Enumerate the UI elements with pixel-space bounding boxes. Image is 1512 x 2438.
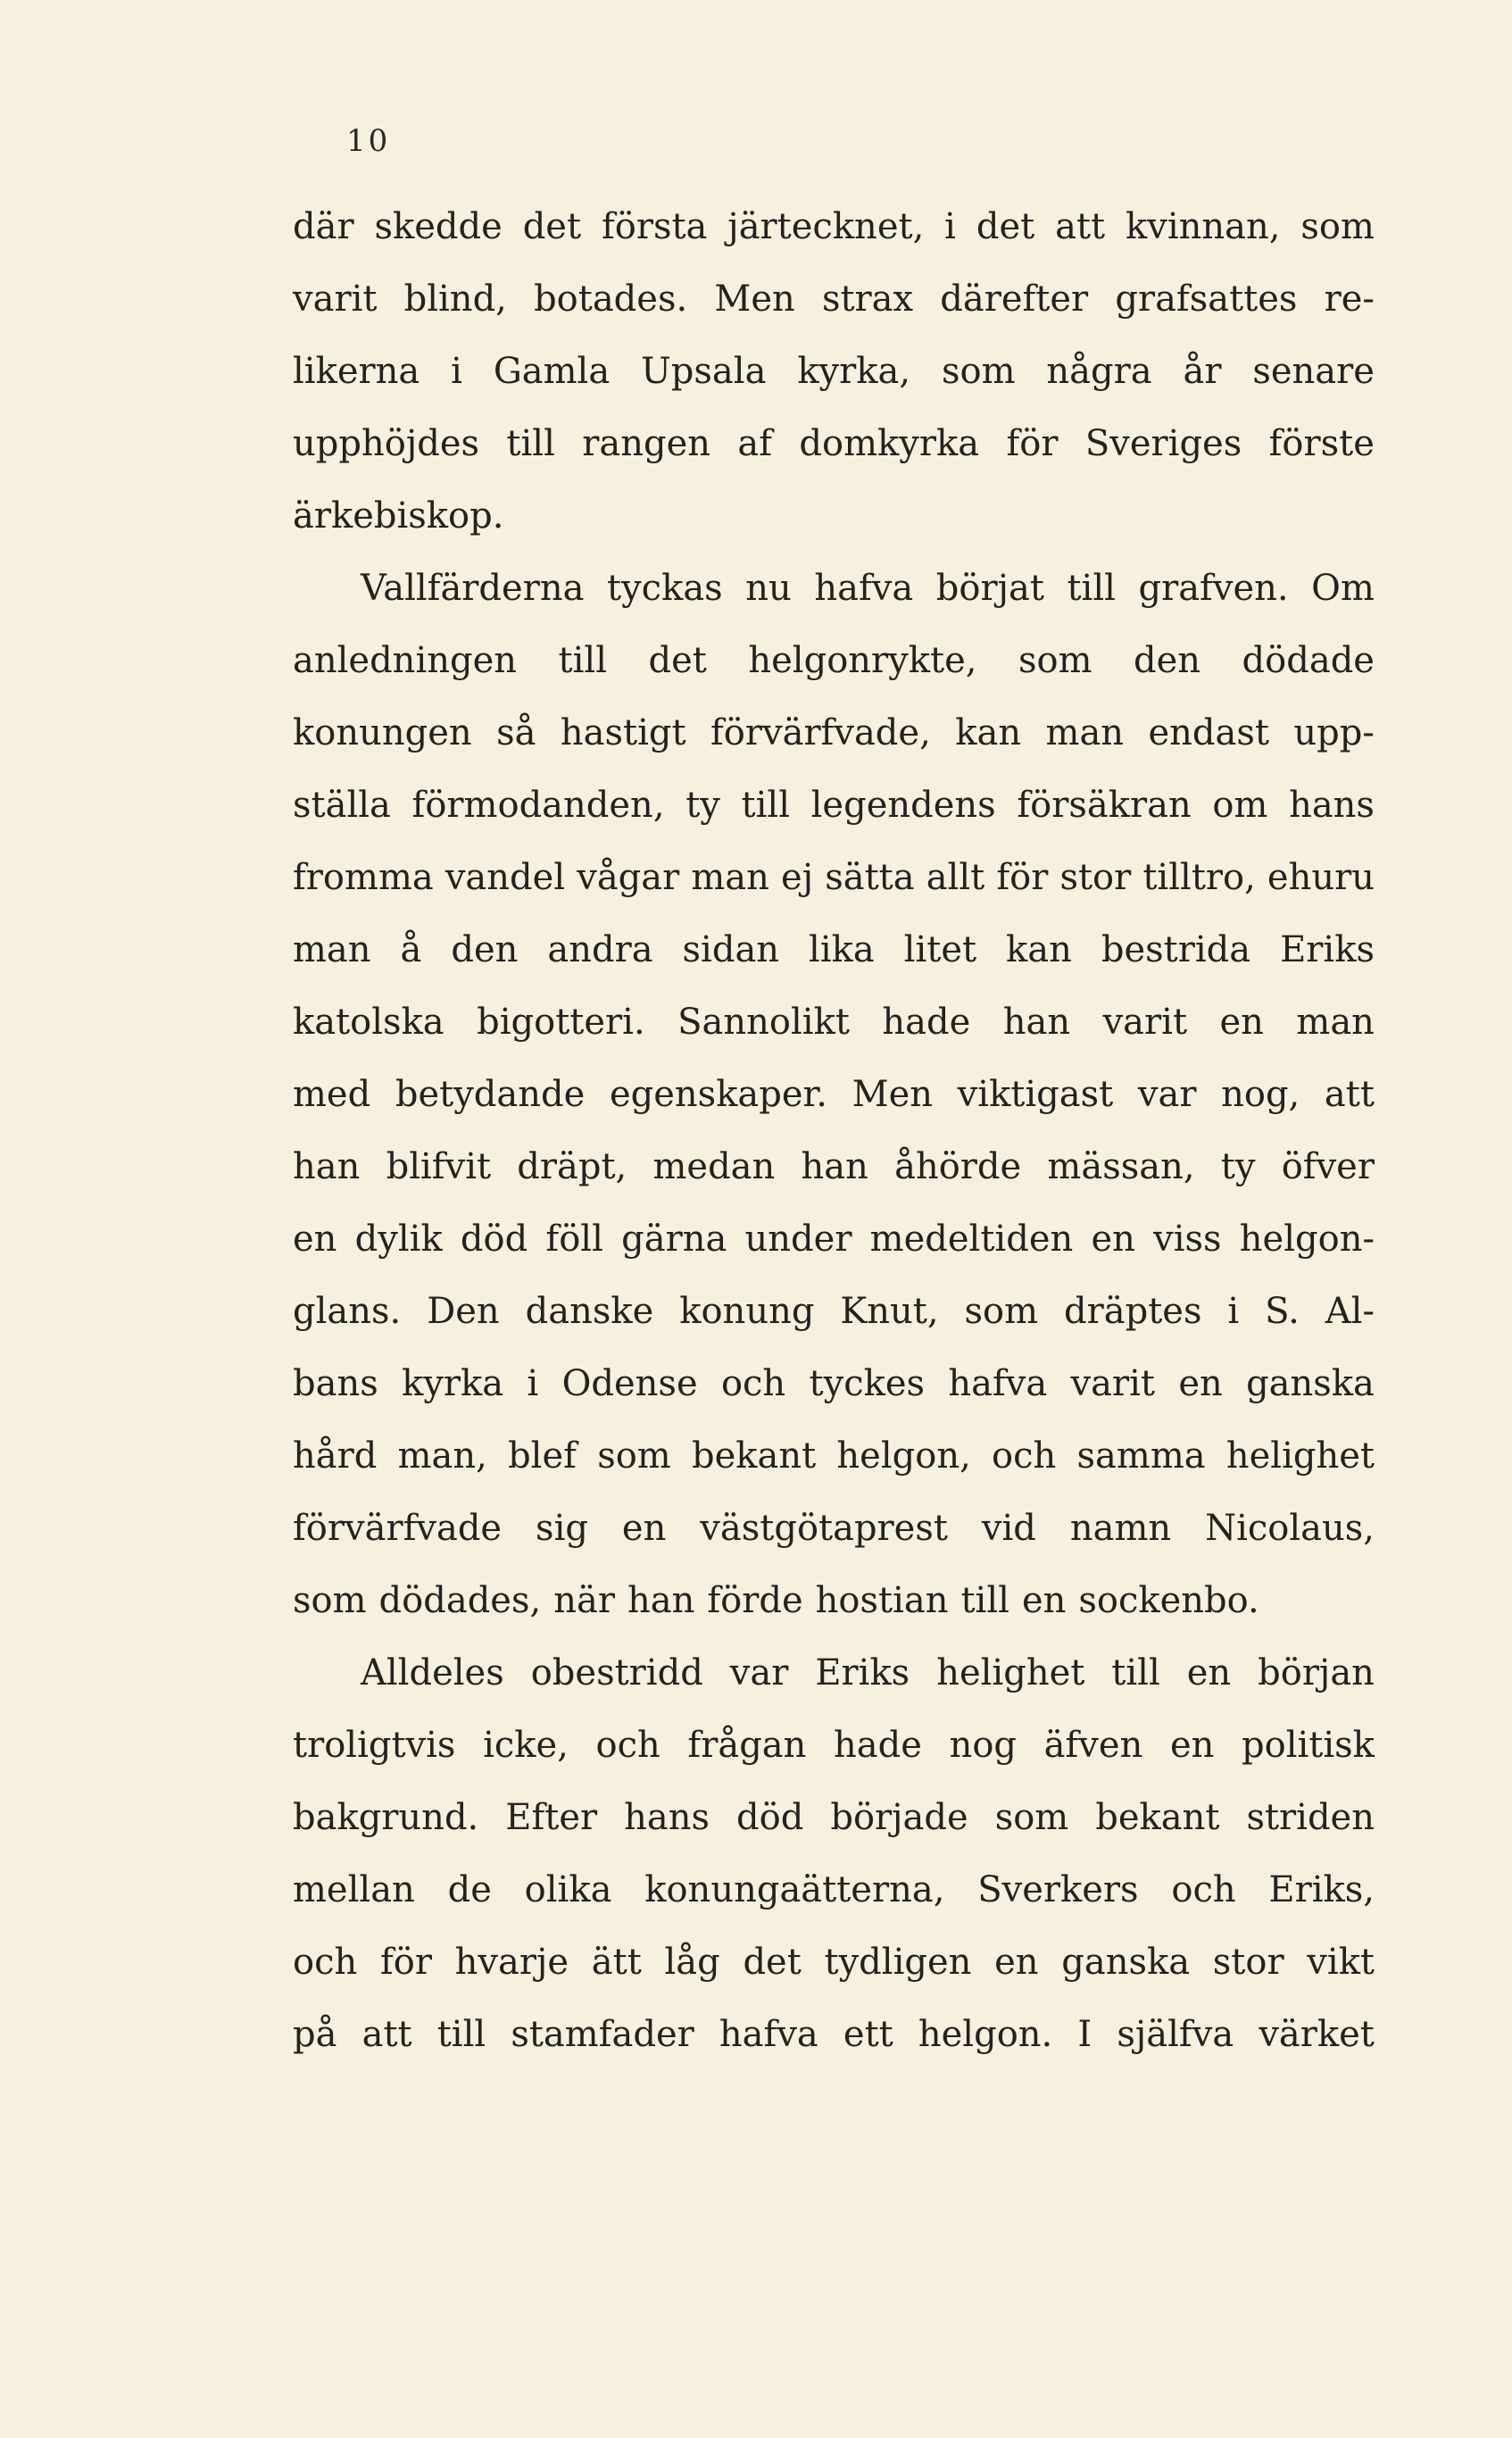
text-line: varit blind, botades. Men strax därefter grafsattes re- xyxy=(293,279,1375,320)
text-line: likerna i Gamla Upsala kyrka, som några år senare xyxy=(293,351,1375,392)
text-line: han blifvit dräpt, medan han åhörde mässan, ty öfver xyxy=(293,1146,1375,1187)
text-line: där skedde det första järtecknet, i det att kvinnan, som xyxy=(293,206,1375,247)
text-line: Vallfärderna tyckas nu hafva börjat till grafven. Om xyxy=(361,568,1375,609)
text-line: ärkebiskop. xyxy=(293,495,504,537)
page-number: 10 xyxy=(346,123,391,159)
text-line: fromma vandel vågar man ej sätta allt för stor tilltro, ehuru xyxy=(293,857,1375,898)
text-line: med betydande egenskaper. Men viktigast var nog, att xyxy=(293,1074,1375,1115)
text-line: konungen så hastigt förvärfvade, kan man endast upp- xyxy=(293,712,1375,753)
text-line: förvärfvade sig en västgötaprest vid namn Nicolaus, xyxy=(293,1508,1375,1549)
text-line: katolska bigotteri. Sannolikt hade han varit en man xyxy=(293,1002,1375,1043)
text-line: på att till stamfader hafva ett helgon. I själfva värket xyxy=(293,2014,1375,2055)
text-line: hård man, blef som bekant helgon, och samma helighet xyxy=(293,1435,1375,1477)
text-line: som dödades, när han förde hostian till en sockenbo. xyxy=(293,1580,1259,1621)
text-line: och för hvarje ätt låg det tydligen en ganska stor vikt xyxy=(293,1942,1375,1983)
text-line: Alldeles obestridd var Eriks helighet till en början xyxy=(361,1652,1375,1693)
text-line: bakgrund. Efter hans död började som bekant striden xyxy=(293,1797,1375,1838)
text-line: en dylik död föll gärna under medeltiden en viss helgon- xyxy=(293,1219,1375,1260)
text-line: ställa förmodanden, ty till legendens försäkran om hans xyxy=(293,785,1375,826)
text-line: man å den andra sidan lika litet kan bestrida Eriks xyxy=(293,929,1375,970)
text-line: mellan de olika konungaätterna, Sverkers och Eriks, xyxy=(293,1869,1375,1910)
text-line: upphöjdes till rangen af domkyrka för Sveriges förste xyxy=(293,423,1375,464)
text-line: anledningen till det helgonrykte, som den dödade xyxy=(293,640,1375,681)
text-line: troligtvis icke, och frågan hade nog äfven en politisk xyxy=(293,1725,1375,1766)
text-line: bans kyrka i Odense och tyckes hafva varit en ganska xyxy=(293,1363,1375,1404)
body-text xyxy=(293,191,1375,2071)
text-line: glans. Den danske konung Knut, som dräptes i S. Al- xyxy=(293,1291,1375,1332)
